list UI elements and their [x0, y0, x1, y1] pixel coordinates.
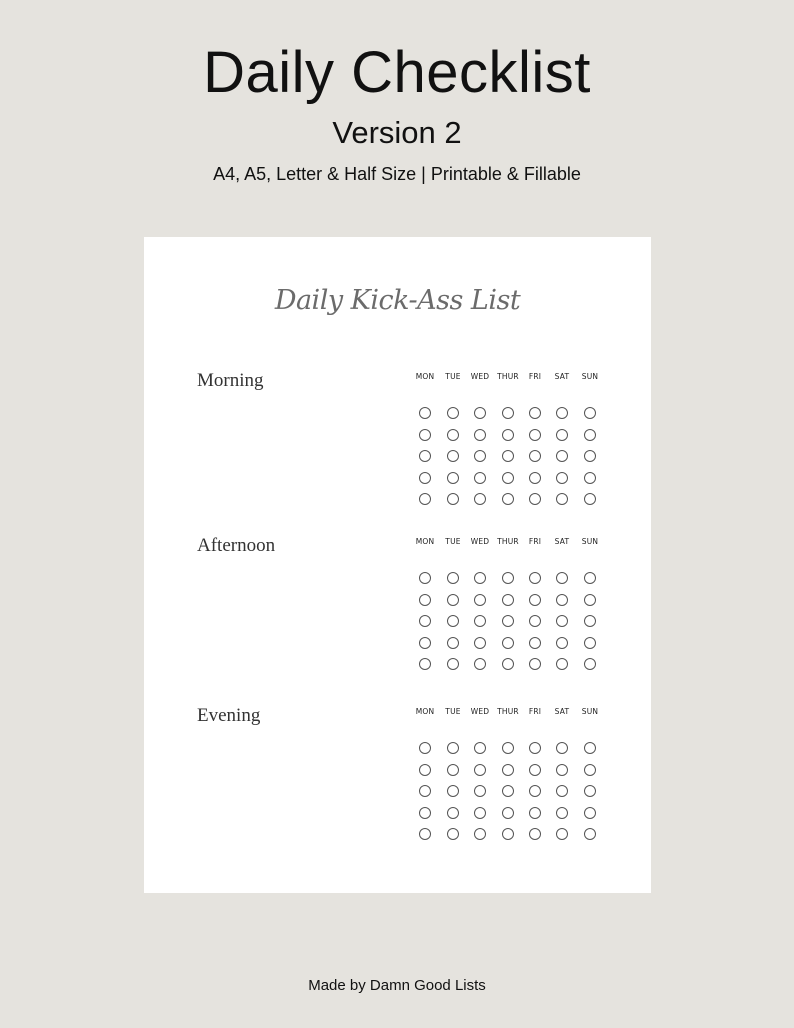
checkbox-circle[interactable] [556, 764, 568, 776]
checkbox-circle[interactable] [584, 828, 596, 840]
checkbox-circle[interactable] [556, 615, 568, 627]
day-header-mon: MON [415, 372, 435, 381]
checkbox-circle[interactable] [502, 493, 514, 505]
checkbox-circle[interactable] [529, 594, 541, 606]
sheet-title: Daily Kick-Ass List [274, 285, 521, 316]
checkbox-circle[interactable] [529, 658, 541, 670]
checkbox-circle[interactable] [447, 785, 459, 797]
day-header-fri: FRI [528, 372, 542, 381]
checkbox-circle[interactable] [556, 594, 568, 606]
checkbox-circle[interactable] [419, 493, 431, 505]
day-header-sat: SAT [554, 537, 570, 546]
checkbox-circle[interactable] [502, 429, 514, 441]
checkbox-circle[interactable] [502, 807, 514, 819]
checkbox-circle[interactable] [474, 450, 486, 462]
checkbox-circle[interactable] [447, 828, 459, 840]
checkbox-circle[interactable] [502, 450, 514, 462]
checkbox-circle[interactable] [529, 493, 541, 505]
day-header-mon: MON [415, 537, 435, 546]
checkbox-circle[interactable] [474, 764, 486, 776]
checkbox-circle[interactable] [502, 572, 514, 584]
section-evening [144, 704, 651, 854]
day-header-wed: WED [470, 537, 490, 546]
checkbox-circle[interactable] [447, 807, 459, 819]
checkbox-circle[interactable] [474, 742, 486, 754]
checkbox-circle[interactable] [502, 615, 514, 627]
day-header-thur: THUR [497, 707, 519, 716]
checkbox-circle[interactable] [474, 828, 486, 840]
checkbox-circle[interactable] [447, 615, 459, 627]
section-label: Evening [197, 705, 261, 726]
checkbox-circle[interactable] [474, 572, 486, 584]
checkbox-circle[interactable] [584, 429, 596, 441]
checkbox-circle[interactable] [447, 572, 459, 584]
checkbox-circle[interactable] [556, 572, 568, 584]
checkbox-circle[interactable] [529, 828, 541, 840]
checkbox-circle[interactable] [474, 594, 486, 606]
day-header-sat: SAT [554, 372, 570, 381]
checkbox-circle[interactable] [556, 493, 568, 505]
checkbox-circle[interactable] [556, 472, 568, 484]
checkbox-circle[interactable] [447, 742, 459, 754]
checkbox-circle[interactable] [474, 615, 486, 627]
checkbox-circle[interactable] [529, 637, 541, 649]
checkbox-circle[interactable] [556, 658, 568, 670]
checkbox-circle[interactable] [502, 785, 514, 797]
checkbox-circle[interactable] [419, 742, 431, 754]
checkbox-circle[interactable] [419, 658, 431, 670]
checkbox-circle[interactable] [502, 407, 514, 419]
checkbox-circle[interactable] [529, 429, 541, 441]
checkbox-circle[interactable] [419, 594, 431, 606]
day-header-sun: SUN [581, 537, 599, 546]
checkbox-circle[interactable] [474, 407, 486, 419]
page-title: Daily Checklist [203, 40, 591, 105]
day-header-tue: TUE [445, 537, 461, 546]
checkbox-circle[interactable] [419, 828, 431, 840]
checkbox-circle[interactable] [419, 785, 431, 797]
checkbox-circle[interactable] [474, 658, 486, 670]
checkbox-circle[interactable] [556, 429, 568, 441]
checkbox-circle[interactable] [419, 429, 431, 441]
checkbox-circle[interactable] [584, 572, 596, 584]
checkbox-circle[interactable] [584, 637, 596, 649]
footer-credit: Made by Damn Good Lists [308, 977, 486, 994]
checkbox-circle[interactable] [474, 429, 486, 441]
checkbox-circle[interactable] [556, 742, 568, 754]
checkbox-circle[interactable] [584, 785, 596, 797]
day-header-tue: TUE [445, 707, 461, 716]
checkbox-circle[interactable] [447, 450, 459, 462]
checkbox-circle[interactable] [447, 764, 459, 776]
day-header-sun: SUN [581, 372, 599, 381]
checkbox-circle[interactable] [419, 615, 431, 627]
checkbox-circle[interactable] [447, 429, 459, 441]
day-header-thur: THUR [497, 537, 519, 546]
checkbox-circle[interactable] [584, 450, 596, 462]
checkbox-circle[interactable] [584, 615, 596, 627]
checkbox-circle[interactable] [584, 658, 596, 670]
day-header-wed: WED [470, 372, 490, 381]
checkbox-circle[interactable] [584, 807, 596, 819]
checkbox-circle[interactable] [419, 637, 431, 649]
checkbox-circle[interactable] [502, 472, 514, 484]
checkbox-circle[interactable] [556, 637, 568, 649]
checkbox-circle[interactable] [584, 594, 596, 606]
checkbox-circle[interactable] [502, 828, 514, 840]
version-subtitle: Version 2 [332, 115, 462, 150]
day-header-fri: FRI [528, 707, 542, 716]
section-afternoon [144, 534, 651, 684]
checkbox-circle[interactable] [474, 785, 486, 797]
checkbox-circle[interactable] [556, 407, 568, 419]
checkbox-circle[interactable] [529, 615, 541, 627]
checkbox-circle[interactable] [584, 493, 596, 505]
checkbox-circle[interactable] [529, 407, 541, 419]
checkbox-circle[interactable] [419, 572, 431, 584]
checkbox-circle[interactable] [419, 764, 431, 776]
checkbox-circle[interactable] [529, 450, 541, 462]
checkbox-circle[interactable] [502, 637, 514, 649]
checkbox-circle[interactable] [502, 594, 514, 606]
checkbox-circle[interactable] [502, 658, 514, 670]
day-header-tue: TUE [445, 372, 461, 381]
checkbox-circle[interactable] [502, 764, 514, 776]
checkbox-circle[interactable] [556, 785, 568, 797]
section-label: Morning [197, 370, 264, 391]
checkbox-circle[interactable] [529, 472, 541, 484]
section-label: Afternoon [197, 535, 276, 556]
sizes-caption: A4, A5, Letter & Half Size | Printable & Fillable [213, 164, 581, 184]
day-header-thur: THUR [497, 372, 519, 381]
checkbox-circle[interactable] [529, 785, 541, 797]
checkbox-circle[interactable] [584, 472, 596, 484]
section-morning [144, 369, 651, 519]
checkbox-circle[interactable] [584, 764, 596, 776]
checkbox-circle[interactable] [584, 742, 596, 754]
checkbox-circle[interactable] [529, 572, 541, 584]
day-header-sun: SUN [581, 707, 599, 716]
checkbox-circle[interactable] [447, 493, 459, 505]
checkbox-circle[interactable] [419, 472, 431, 484]
checkbox-circle[interactable] [474, 472, 486, 484]
day-header-wed: WED [470, 707, 490, 716]
checkbox-circle[interactable] [556, 807, 568, 819]
checkbox-circle[interactable] [447, 637, 459, 649]
day-header-fri: FRI [528, 537, 542, 546]
day-header-sat: SAT [554, 707, 570, 716]
checkbox-circle[interactable] [556, 828, 568, 840]
checkbox-circle[interactable] [474, 807, 486, 819]
checkbox-circle[interactable] [529, 742, 541, 754]
checkbox-circle[interactable] [556, 450, 568, 462]
checkbox-circle[interactable] [447, 407, 459, 419]
checkbox-circle[interactable] [419, 407, 431, 419]
checkbox-circle[interactable] [502, 742, 514, 754]
checklist-sheet [144, 237, 651, 893]
checkbox-circle[interactable] [529, 807, 541, 819]
checkbox-circle[interactable] [474, 637, 486, 649]
day-header-mon: MON [415, 707, 435, 716]
checkbox-circle[interactable] [419, 450, 431, 462]
checkbox-circle[interactable] [447, 472, 459, 484]
checkbox-circle[interactable] [584, 407, 596, 419]
checkbox-circle[interactable] [447, 594, 459, 606]
checkbox-circle[interactable] [529, 764, 541, 776]
checkbox-circle[interactable] [474, 493, 486, 505]
checkbox-circle[interactable] [419, 807, 431, 819]
checkbox-circle[interactable] [447, 658, 459, 670]
